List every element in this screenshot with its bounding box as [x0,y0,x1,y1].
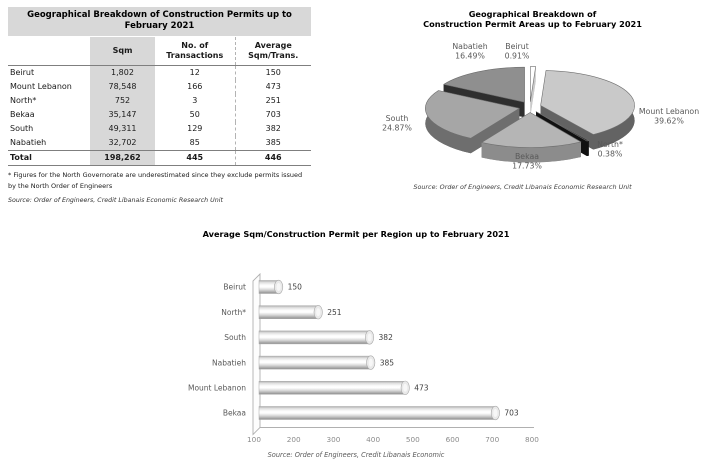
cell-transactions: 3 [192,95,198,105]
bar-value-label: 382 [378,333,393,343]
bar-category-label: South [224,333,246,343]
bar-x-tick-label: 400 [366,435,381,444]
bar-row [223,280,302,294]
cell-total-transactions: 445 [155,150,235,165]
cell-region: North* [10,95,37,105]
bar-x-tick-label: 500 [405,435,420,444]
cell-region: Mount Lebanon [10,81,72,91]
bar-row [212,356,394,370]
bar-value-label: 385 [379,358,395,368]
pie-slice-label: South [385,114,409,123]
pie-slice-percent: 24.87% [382,123,412,133]
cell-average: 473 [235,80,311,94]
bar-category-label: Mount Lebanon [187,383,246,393]
bar-x-tick-label: 100 [247,435,261,444]
cell-region: Beirut [10,67,35,77]
pie-slice-label: Beirut [505,42,529,51]
table-row [8,80,311,94]
pie-slice-label: North* [597,140,623,149]
pie-slice [530,67,535,117]
cell-region: Bekaa [10,109,35,119]
bar [259,381,405,394]
pie-slice-label: Mount Lebanon [638,107,700,116]
table-row [8,108,311,122]
bar-end-cap-highlight [277,283,281,291]
col-header-sqm: Sqm [90,37,155,66]
bar-value-label: 150 [287,282,302,292]
bar-category-label: Beirut [223,282,246,292]
bar-x-tick-label: 700 [485,435,500,444]
bar-chart-title: Average Sqm/Construction Permit per Region up to February 2021 [202,229,510,239]
cell-sqm: 49,311 [90,122,155,136]
table-row [8,94,311,108]
bar-row [223,406,519,420]
bar [259,356,371,369]
pie-chart-title [360,9,705,30]
bar-x-tick-label: 800 [525,435,539,444]
bar-category-label: Bekaa [222,408,246,418]
bar-chart-source: Source: Order of Engineers, Credit Libanais Economic [267,451,445,459]
cell-region: Nabatieh [10,137,47,147]
cell-total-sqm: 198,262 [90,150,155,165]
cell-transactions: 50 [189,109,200,119]
bar [259,331,370,344]
cell-average: 150 [235,65,311,80]
cell-average: 251 [235,94,311,108]
pie-slice-percent: 0.38% [597,149,623,159]
table-header-row [8,37,311,66]
cell-sqm: 35,147 [90,108,155,122]
cell-total-average: 446 [235,150,311,165]
cell-transactions: 85 [189,137,200,147]
pie-title-line1: Geographical Breakdown of [468,9,597,19]
cell-total-label: Total [8,150,90,165]
bar-x-tick-label: 600 [445,435,460,444]
cell-average: 703 [235,108,311,122]
bar-category-label: Nabatieh [212,358,246,368]
pie-slice-label: Nabatieh [452,42,488,51]
bar-value-label: 703 [504,408,519,418]
cell-region: South [10,123,34,133]
bar-end-cap-highlight [493,409,497,417]
bar-end-cap-highlight [316,308,320,316]
pie-slice-percent: 17.73% [512,161,542,171]
col-header-region [8,37,90,66]
bar-value-label: 473 [414,383,429,393]
pie-slice-percent: 16.49% [455,51,485,61]
pie-slice-percent: 0.91% [504,51,530,61]
table-row [8,122,311,136]
bar-x-tick-label: 300 [326,435,341,444]
table-row [8,136,311,151]
cell-average: 385 [235,136,311,151]
table-footnote: * Figures for the North Governorate are underestimated since they exclude permits issued by the North Order of Engineers [8,170,303,190]
bar-value-label: 251 [327,307,342,317]
cell-sqm: 32,702 [90,136,155,151]
bar [259,407,495,420]
pie-slice-percent: 39.62% [654,116,684,126]
bar [259,306,318,319]
bar-end-cap-highlight [369,359,373,367]
table-total-row [8,150,311,165]
cell-sqm: 1,802 [90,65,155,80]
cell-transactions: 12 [189,67,200,77]
cell-transactions: 166 [187,81,203,91]
bar-x-tick-label: 200 [286,435,301,444]
bar-row [221,305,341,319]
table-row [8,65,311,80]
bar-category-label: North* [221,307,246,317]
table-title: Geographical Breakdown of Construction Permits up to February 2021 [8,7,311,36]
pie-chart-svg [360,28,705,180]
bar-chart-svg [0,243,720,448]
bar-row [224,331,393,345]
bar-end-cap-highlight [367,333,371,341]
pie-title-line2: Construction Permit Areas up to February 2021 [423,19,642,30]
permits-table-block [8,7,311,204]
pie-chart-source: Source: Order of Engineers, Credit Libanais Economic Research Unit [413,183,632,191]
cell-sqm: 78,548 [90,80,155,94]
cell-average: 382 [235,122,311,136]
cell-sqm: 752 [90,94,155,108]
table-source: Source: Order of Engineers, Credit Libanais Economic Research Unit [8,197,223,205]
bar-row [188,381,429,395]
permits-table [8,37,311,166]
bar-end-cap-highlight [403,384,407,392]
pie-slice-label: Bekaa [514,152,540,161]
col-header-average: Average Sqm/Trans. [235,37,311,66]
col-header-transactions: No. of Transactions [155,37,235,66]
cell-transactions: 129 [187,123,203,133]
